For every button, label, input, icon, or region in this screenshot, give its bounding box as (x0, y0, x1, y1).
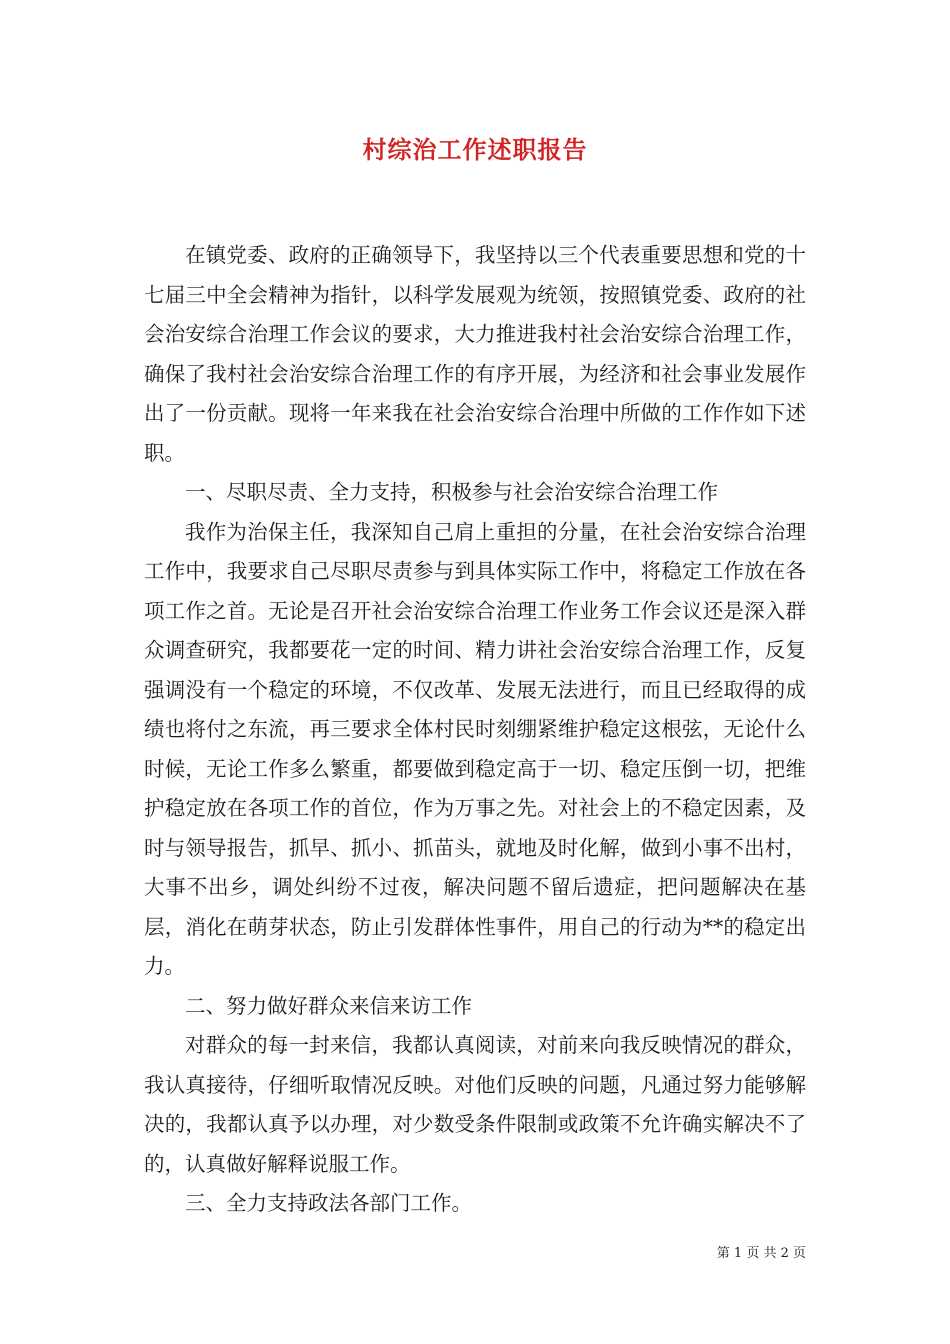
section-heading-3: 三、全力支持政法各部门工作。 (185, 1191, 472, 1215)
section-heading-2: 二、努力做好群众来信来访工作 (185, 993, 472, 1018)
document-title: 村综治工作述职报告 (362, 135, 588, 164)
document-body (144, 236, 806, 1224)
section-2-paragraph: 对群众的每一封来信，我都认真阅读，对前来向我反映情况的群众，我认真接待，仔细听取情况反映。对他们反映的问题，凡通过努力能够解决的，我都认真予以办理，对少数受条件限制或政策不允许确实解决不了的，认真做好解释说服工作。 (144, 1033, 806, 1176)
intro-paragraph: 在镇党委、政府的正确领导下，我坚持以三个代表重要思想和党的十七届三中全会精神为指针，以科学发展观为统领，按照镇党委、政府的社会治安综合治理工作会议的要求，大力推进我村社会治安综合治理工作，确保了我村社会治安综合治理工作的有序开展，为经济和社会事业发展作出了一份贡献。现将一年来我在社会治安综合治理中所做的工作作如下述职。 (144, 243, 806, 465)
section-1-paragraph: 我作为治保主任，我深知自己肩上重担的分量，在社会治安综合治理工作中，我要求自己尽职尽责参与到具体实际工作中，将稳定工作放在各项工作之首。无论是召开社会治安综合治理工作业务工作会议还是深入群众调查研究，我都要花一定的时间、精力讲社会治安综合治理工作，反复强调没有一个稳定的环境，不仅改革、发展无法进行，而且已经取得的成绩也将付之东流，再三要求全体村民时刻绷紧维护稳定这根弦，无论什么时候，无论工作多么繁重，都要做到稳定高于一切、稳定压倒一切，把维护稳定放在各项工作的首位，作为万事之先。对社会上的不稳定因素，及时与领导报告，抓早、抓小、抓苗头，就地及时化解，做到小事不出村，大事不出乡，调处纠纷不过夜，解决问题不留后遗症，把问题解决在基层，消化在萌芽状态，防止引发群体性事件，用自己的行动为**的稳定出力。 (144, 519, 806, 978)
page-number-footer: 第 1 页 共 2 页 (716, 1246, 806, 1261)
section-heading-1: 一、尽职尽责、全力支持，积极参与社会治安综合治理工作 (185, 480, 718, 504)
